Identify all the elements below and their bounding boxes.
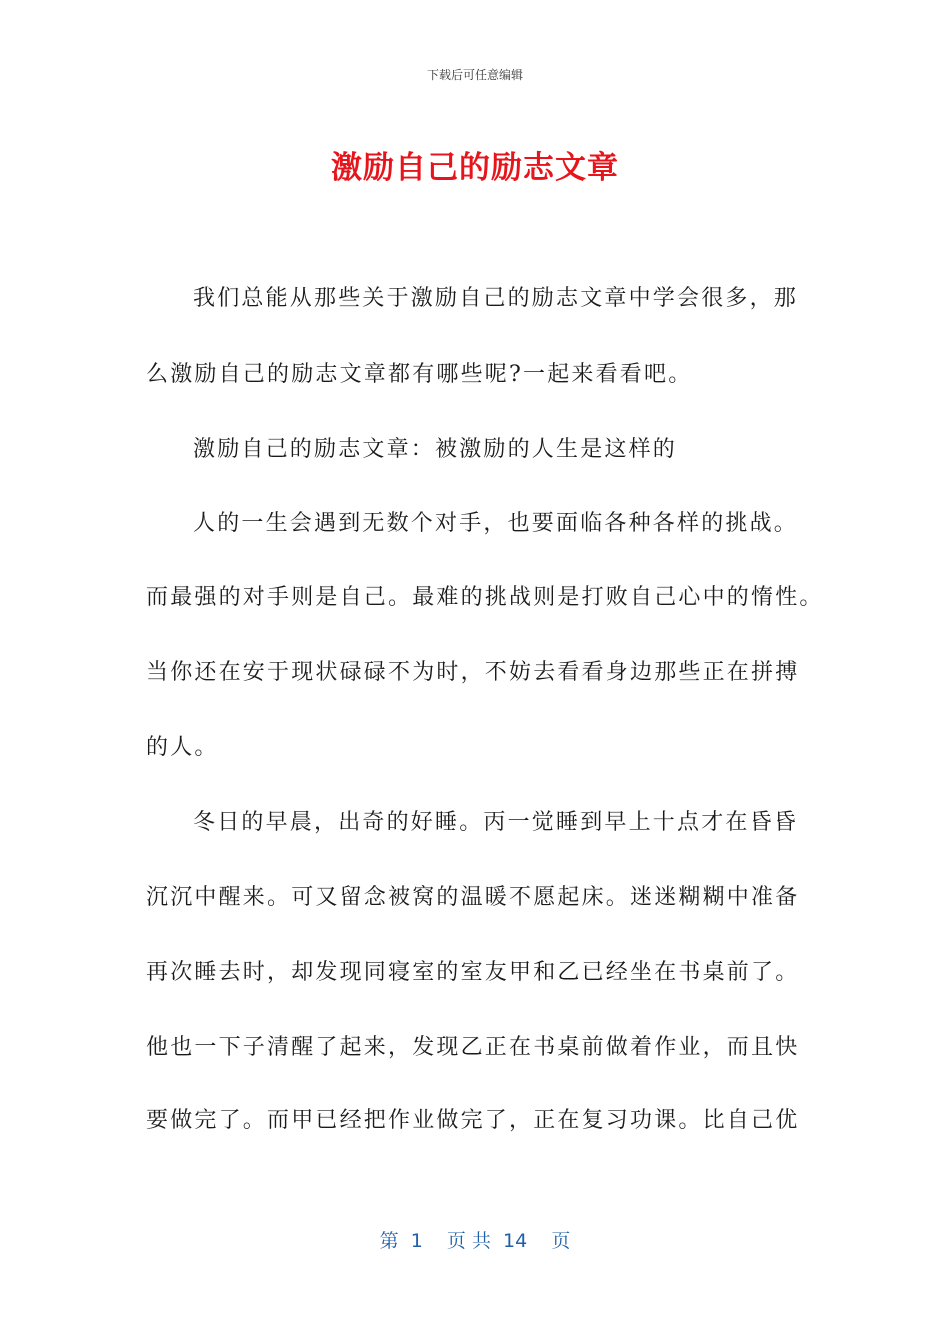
header-note: 下载后可任意编辑 <box>426 68 523 82</box>
paragraph-line: 他也一下子清醒了起来，发现乙正在书桌前做着作业，而且快 <box>146 1035 800 1060</box>
paragraph-line: 人的一生会遇到无数个对手，也要面临各种各样的挑战。 <box>193 511 799 536</box>
paragraph-line: 冬日的早晨，出奇的好睡。丙一觉睡到早上十点才在昏昏 <box>193 810 799 835</box>
paragraph-line: 当你还在安于现状碌碌不为时，不妨去看看身边那些正在拼搏 <box>146 660 800 685</box>
paragraph-line: 要做完了。而甲已经把作业做完了，正在复习功课。比自己优 <box>146 1108 800 1133</box>
section-heading: 激励自己的励志文章：被激励的人生是这样的 <box>193 437 678 462</box>
document-title: 激励自己的励志文章 <box>331 150 619 186</box>
paragraph-line: 而最强的对手则是自己。最难的挑战则是打败自己心中的惰性。 <box>146 585 824 610</box>
paragraph-line: 沉沉中醒来。可又留念被窝的温暖不愿起床。迷迷糊糊中准备 <box>146 885 800 910</box>
paragraph-line: 么激励自己的励志文章都有哪些呢?一起来看看吧。 <box>146 362 693 387</box>
paragraph-line: 我们总能从那些关于激励自己的励志文章中学会很多，那 <box>193 286 799 311</box>
page-number-footer: 第 1 页 共 14 页 <box>379 1230 571 1252</box>
paragraph-line: 的人。 <box>146 735 219 760</box>
paragraph-line: 再次睡去时，却发现同寝室的室友甲和乙已经坐在书桌前了。 <box>146 960 800 985</box>
